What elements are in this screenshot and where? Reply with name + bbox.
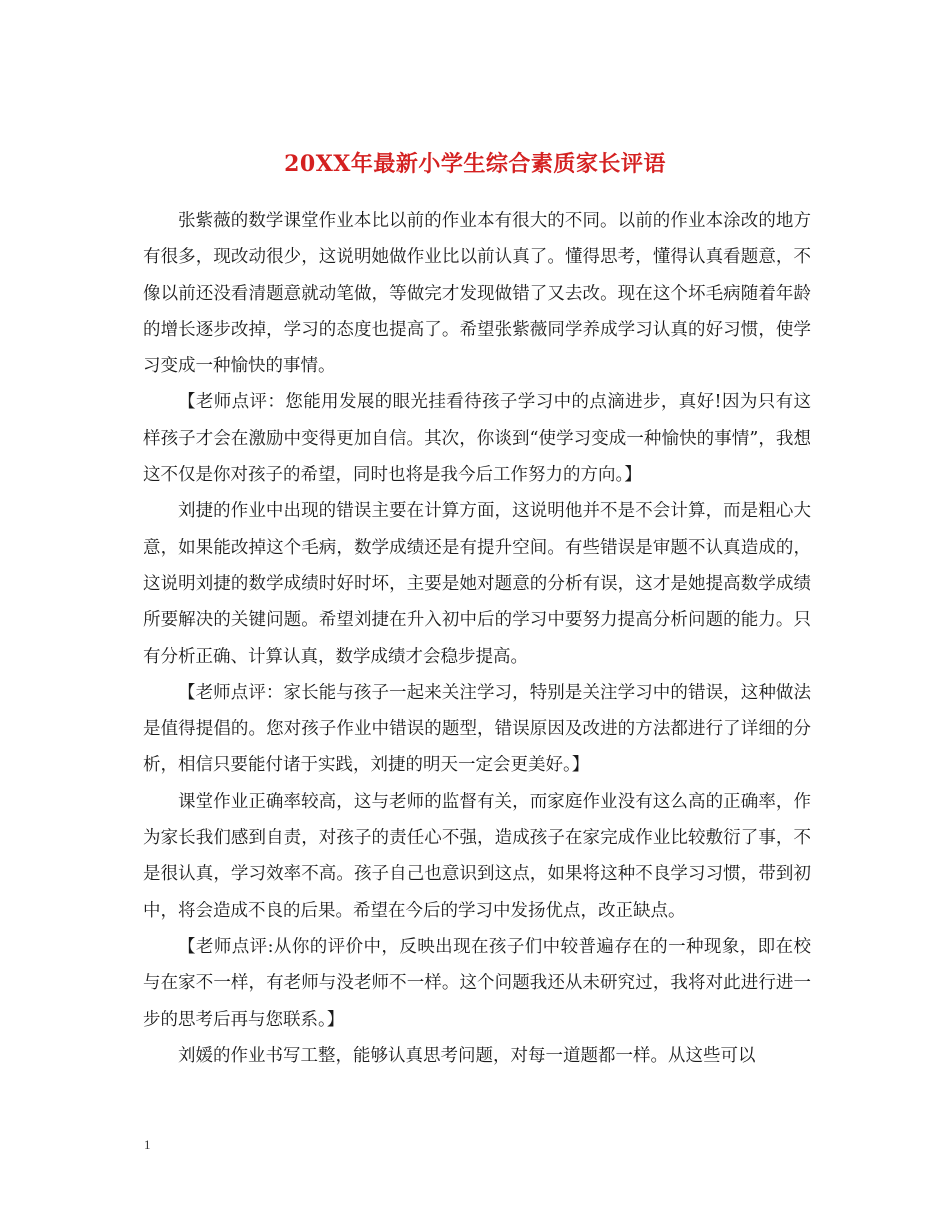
document-body: [143, 203, 811, 1074]
document-title: 20XX年最新小学生综合素质家长评语: [284, 150, 666, 177]
paragraph-teacher-comment-3: 【老师点评:从你的评价中，反映出现在孩子们中较普遍存在的一种现象，即在校与在家不一样，有老师与没老师不一样。这个问题我还从未研究过，我将对此进行进一步的思考后再与您联系。】: [143, 936, 811, 1030]
paragraph-parent-comment-homework: 课堂作业正确率较高，这与老师的监督有关，而家庭作业没有这么高的正确率，作为家长我们感到自责，对孩子的责任心不强，造成孩子在家完成作业比较敷衍了事，不是很认真，学习效率不高。孩子自己也意识到这点，如果将这种不良学习习惯，带到初中，将会造成不良的后果。希望在今后的学习中发扬优点，改正缺点。: [143, 791, 811, 921]
paragraph-parent-comment-zhangziwei: 张紫薇的数学课堂作业本比以前的作业本有很大的不同。以前的作业本涂改的地方有很多，现改动很少，这说明她做作业比以前认真了。懂得思考，懂得认真看题意，不像以前还没看清题意就动笔做，等做完才发现做错了又去改。现在这个坏毛病随着年龄的增长逐步改掉，学习的态度也提高了。希望张紫薇同学养成学习认真的好习惯，使学习变成一种愉快的事情。: [143, 211, 811, 377]
paragraph-teacher-comment-1: 【老师点评：您能用发展的眼光挂看待孩子学习中的点滴进步，真好!因为只有这样孩子才会在激励中变得更加自信。其次，你谈到“使学习变成一种愉快的事情”，我想这不仅是你对孩子的希望，同时也将是我今后工作努力的方向。】: [143, 392, 811, 486]
paragraph-parent-comment-liuyuan: 刘媛的作业书写工整，能够认真思考问题，对每一道题都一样。从这些可以: [178, 1045, 756, 1066]
paragraph-parent-comment-liujie: 刘捷的作业中出现的错误主要在计算方面，这说明他并不是不会计算，而是粗心大意，如果能改掉这个毛病，数学成绩还是有提升空间。有些错误是审题不认真造成的，这说明刘捷的数学成绩时好时坏，主要是她对题意的分析有误，这才是她提高数学成绩所要解决的关键问题。希望刘捷在升入初中后的学习中要努力提高分析问题的能力。只有分析正确、计算认真，数学成绩才会稳步提高。: [143, 501, 811, 667]
page-number: 1: [144, 1137, 151, 1152]
paragraph-teacher-comment-2: 【老师点评：家长能与孩子一起来关注学习，特别是关注学习中的错误，这种做法是值得提倡的。您对孩子作业中错误的题型，错误原因及改进的方法都进行了详细的分析，相信只要能付诸于实践，刘捷的明天一定会更美好。】: [143, 682, 811, 776]
